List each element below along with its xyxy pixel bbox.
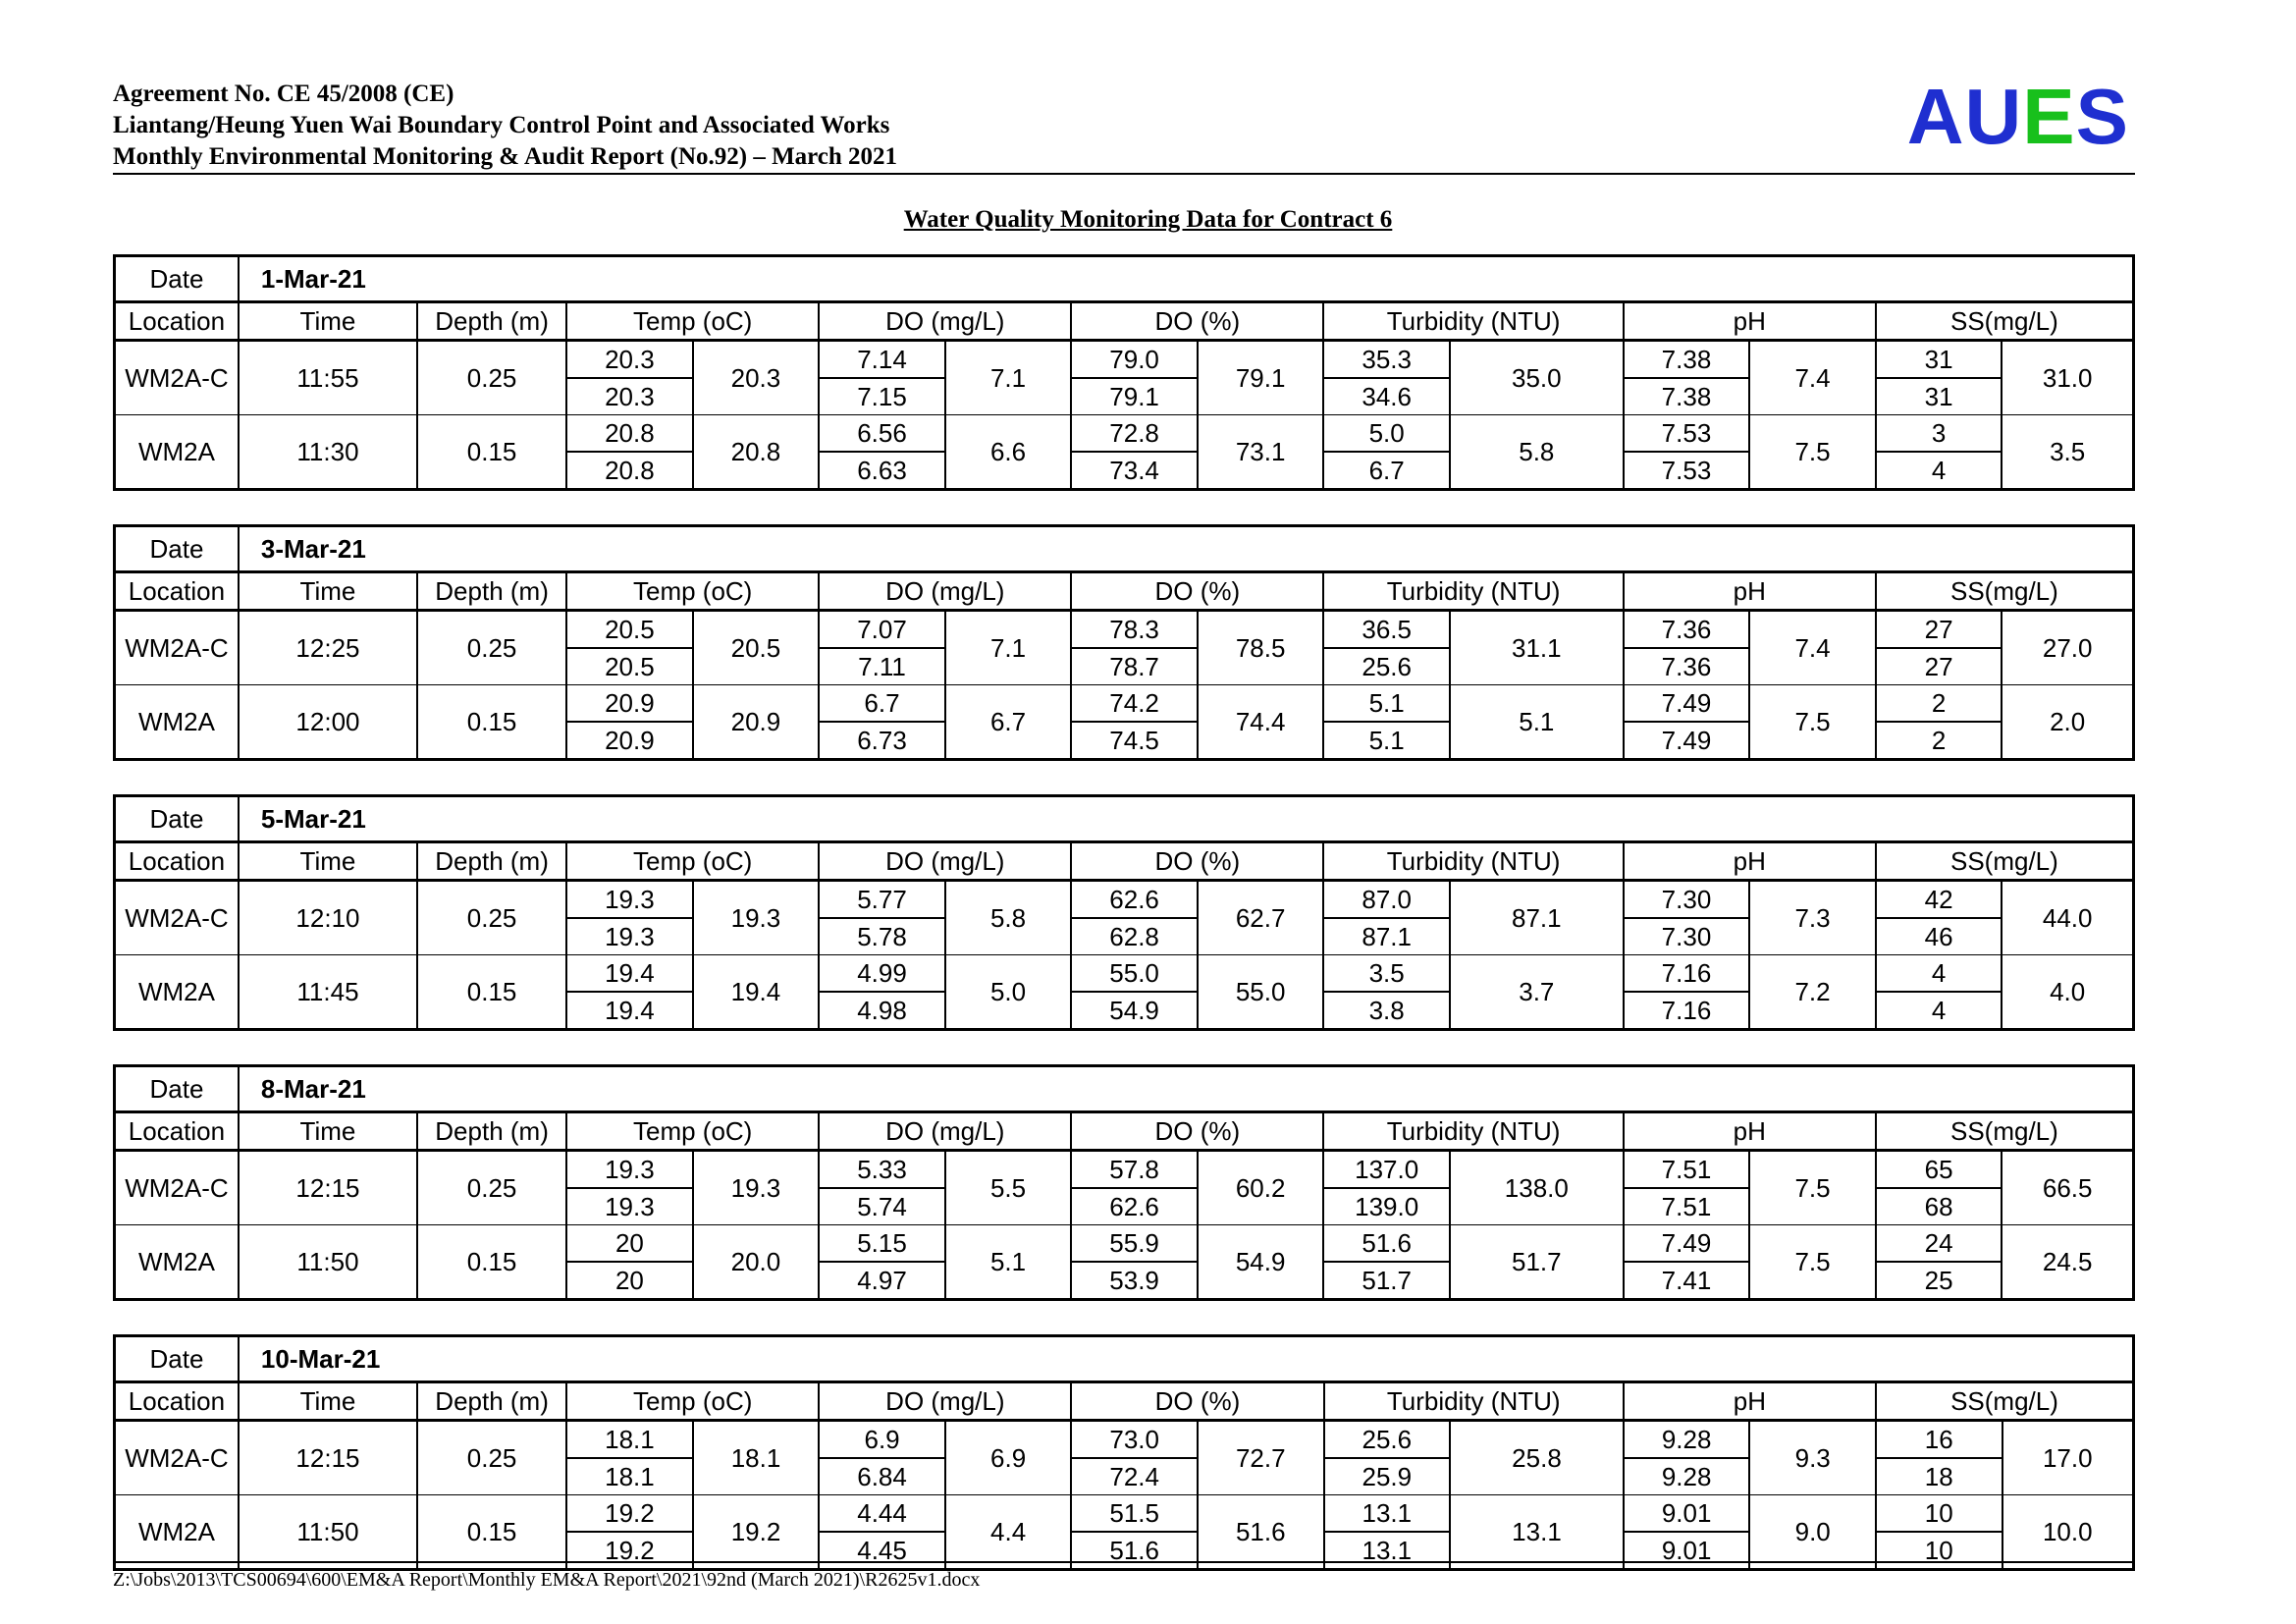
- do-mgl-reading-1: 4.99: [819, 955, 945, 993]
- ss-average: 10.0: [2002, 1495, 2134, 1570]
- do-mgl-header: DO (mg/L): [819, 572, 1071, 611]
- temp-reading-1: 20.3: [566, 341, 693, 379]
- ph-header: pH: [1624, 1382, 1876, 1421]
- ss-reading-2: 31: [1876, 378, 2002, 415]
- do-mgl-average: 4.4: [945, 1495, 1072, 1570]
- do-pct-reading-1: 79.0: [1071, 341, 1198, 379]
- ph-reading-2: 9.01: [1624, 1532, 1750, 1570]
- ss-header: SS(mg/L): [1876, 572, 2134, 611]
- turbidity-reading-1: 25.6: [1324, 1421, 1451, 1459]
- page-footer: [113, 1561, 2135, 1592]
- location-cell: WM2A: [115, 1495, 239, 1570]
- turbidity-header: Turbidity (NTU): [1324, 1382, 1624, 1421]
- ss-reading-2: 46: [1876, 918, 2002, 955]
- temp-average: 20.5: [693, 611, 820, 685]
- do-mgl-reading-1: 5.77: [819, 881, 945, 919]
- turbidity-reading-1: 36.5: [1323, 611, 1450, 649]
- ss-average: 17.0: [2002, 1421, 2134, 1495]
- turbidity-reading-2: 13.1: [1324, 1532, 1451, 1570]
- ss-reading-2: 4: [1876, 452, 2002, 490]
- date-label: Date: [115, 256, 239, 302]
- aues-logo: [1907, 73, 2129, 161]
- ph-header: pH: [1624, 302, 1876, 341]
- do-pct-reading-1: 74.2: [1071, 685, 1198, 723]
- do-pct-header: DO (%): [1071, 302, 1323, 341]
- do-mgl-average: 5.8: [945, 881, 1072, 955]
- temp-reading-2: 20.9: [566, 722, 693, 760]
- date-value: 3-Mar-21: [239, 526, 2134, 572]
- location-cell: WM2A-C: [115, 881, 239, 955]
- do-pct-average: 72.7: [1198, 1421, 1324, 1495]
- temp-reading-1: 18.1: [566, 1421, 693, 1459]
- ph-reading-1: 7.51: [1624, 1151, 1750, 1189]
- do-pct-average: 79.1: [1198, 341, 1324, 415]
- location-header: Location: [115, 302, 239, 341]
- turbidity-average: 138.0: [1450, 1151, 1624, 1225]
- daily-data-table: [113, 254, 2135, 491]
- daily-data-table: [113, 794, 2135, 1031]
- do-pct-header: DO (%): [1071, 1382, 1323, 1421]
- location-cell: WM2A: [115, 955, 239, 1030]
- do-mgl-reading-2: 5.78: [819, 918, 945, 955]
- do-pct-reading-2: 73.4: [1071, 452, 1198, 490]
- do-mgl-header: DO (mg/L): [819, 1382, 1071, 1421]
- temp-header: Temp (oC): [566, 572, 819, 611]
- ph-average: 7.5: [1749, 1225, 1876, 1300]
- do-pct-reading-2: 51.6: [1071, 1532, 1198, 1570]
- temp-reading-2: 20: [566, 1262, 693, 1300]
- temp-average: 18.1: [693, 1421, 820, 1495]
- temp-reading-2: 19.3: [566, 1188, 693, 1225]
- temp-reading-2: 18.1: [566, 1458, 693, 1495]
- temp-reading-2: 20.8: [566, 452, 693, 490]
- turbidity-header: Turbidity (NTU): [1323, 572, 1623, 611]
- ph-average: 9.0: [1749, 1495, 1876, 1570]
- table-row: [115, 881, 2134, 919]
- ph-average: 7.3: [1749, 881, 1876, 955]
- do-pct-reading-2: 62.6: [1071, 1188, 1198, 1225]
- do-mgl-reading-1: 7.07: [819, 611, 945, 649]
- do-pct-reading-1: 51.5: [1071, 1495, 1198, 1533]
- turbidity-reading-2: 3.8: [1323, 992, 1450, 1030]
- header-divider: [113, 173, 2135, 175]
- turbidity-average: 5.8: [1450, 415, 1624, 490]
- turbidity-reading-2: 139.0: [1323, 1188, 1450, 1225]
- ph-average: 7.2: [1749, 955, 1876, 1030]
- date-label: Date: [115, 1066, 239, 1112]
- turbidity-average: 51.7: [1450, 1225, 1624, 1300]
- do-pct-average: 51.6: [1198, 1495, 1324, 1570]
- ph-average: 7.4: [1749, 611, 1876, 685]
- temp-average: 20.3: [693, 341, 820, 415]
- location-cell: WM2A-C: [115, 341, 239, 415]
- depth-header: Depth (m): [417, 302, 566, 341]
- do-mgl-reading-2: 6.63: [819, 452, 945, 490]
- ph-average: 9.3: [1749, 1421, 1876, 1495]
- ss-reading-2: 10: [1876, 1532, 2002, 1570]
- do-pct-header: DO (%): [1071, 572, 1323, 611]
- do-mgl-reading-2: 6.84: [819, 1458, 945, 1495]
- do-mgl-reading-1: 5.15: [819, 1225, 945, 1263]
- depth-header: Depth (m): [417, 1382, 566, 1421]
- location-header: Location: [115, 572, 239, 611]
- do-mgl-reading-1: 6.7: [819, 685, 945, 723]
- ss-average: 44.0: [2002, 881, 2133, 955]
- turbidity-reading-1: 35.3: [1323, 341, 1450, 379]
- location-header: Location: [115, 1112, 239, 1151]
- location-cell: WM2A-C: [115, 611, 239, 685]
- ph-reading-2: 7.30: [1624, 918, 1750, 955]
- ph-reading-1: 7.49: [1624, 1225, 1750, 1263]
- ss-reading-1: 2: [1876, 685, 2002, 723]
- depth-cell: 0.25: [417, 341, 566, 415]
- logo-letter: U: [1964, 73, 2023, 160]
- ss-average: 27.0: [2002, 611, 2133, 685]
- ph-reading-2: 7.49: [1624, 722, 1750, 760]
- ph-header: pH: [1624, 842, 1876, 881]
- location-header: Location: [115, 842, 239, 881]
- turbidity-reading-2: 6.7: [1323, 452, 1450, 490]
- turbidity-reading-1: 3.5: [1323, 955, 1450, 993]
- temp-reading-1: 20.9: [566, 685, 693, 723]
- ss-average: 2.0: [2002, 685, 2133, 760]
- ph-average: 7.5: [1749, 415, 1876, 490]
- do-pct-average: 55.0: [1198, 955, 1324, 1030]
- do-mgl-average: 6.6: [945, 415, 1072, 490]
- report-line: Monthly Environmental Monitoring & Audit Report (No.92) – March 2021: [113, 143, 898, 170]
- temp-header: Temp (oC): [566, 842, 819, 881]
- date-value: 10-Mar-21: [239, 1336, 2134, 1382]
- ph-average: 7.4: [1749, 341, 1876, 415]
- turbidity-reading-2: 25.6: [1323, 648, 1450, 685]
- do-mgl-average: 7.1: [945, 341, 1072, 415]
- ss-reading-1: 31: [1876, 341, 2002, 379]
- temp-header: Temp (oC): [566, 1382, 819, 1421]
- table-row: [115, 341, 2134, 379]
- do-mgl-average: 7.1: [945, 611, 1072, 685]
- temp-average: 19.4: [693, 955, 820, 1030]
- ss-reading-1: 4: [1876, 955, 2002, 993]
- date-label: Date: [115, 526, 239, 572]
- file-path: Z:\Jobs\2013\TCS00694\600\EM&A Report\Monthly EM&A Report\2021\92nd (March 2021)\R2625v1.docx: [113, 1569, 981, 1591]
- ph-average: 7.5: [1749, 685, 1876, 760]
- turbidity-average: 5.1: [1450, 685, 1624, 760]
- ss-average: 66.5: [2002, 1151, 2133, 1225]
- depth-cell: 0.15: [417, 415, 566, 490]
- depth-cell: 0.25: [417, 1151, 566, 1225]
- do-pct-reading-1: 55.0: [1071, 955, 1198, 993]
- ss-reading-1: 42: [1876, 881, 2002, 919]
- do-pct-reading-2: 79.1: [1071, 378, 1198, 415]
- temp-reading-2: 19.3: [566, 918, 693, 955]
- do-mgl-average: 5.1: [945, 1225, 1072, 1300]
- ph-average: 7.5: [1749, 1151, 1876, 1225]
- do-mgl-reading-1: 5.33: [819, 1151, 945, 1189]
- logo-letter: A: [1906, 73, 1965, 160]
- depth-cell: 0.15: [417, 1225, 566, 1300]
- time-cell: 11:30: [239, 415, 417, 490]
- do-mgl-header: DO (mg/L): [819, 302, 1071, 341]
- temp-reading-2: 20.5: [566, 648, 693, 685]
- do-mgl-header: DO (mg/L): [819, 1112, 1071, 1151]
- header-text: [113, 79, 2135, 173]
- do-mgl-reading-1: 6.56: [819, 415, 945, 453]
- do-pct-reading-1: 73.0: [1071, 1421, 1198, 1459]
- daily-data-table: [113, 1334, 2135, 1571]
- time-header: Time: [239, 572, 417, 611]
- time-cell: 11:45: [239, 955, 417, 1030]
- temp-header: Temp (oC): [566, 1112, 819, 1151]
- turbidity-reading-1: 51.6: [1323, 1225, 1450, 1263]
- ss-reading-1: 65: [1876, 1151, 2002, 1189]
- agreement-line: Agreement No. CE 45/2008 (CE): [113, 81, 454, 107]
- temp-reading-1: 19.4: [566, 955, 693, 993]
- turbidity-reading-2: 51.7: [1323, 1262, 1450, 1300]
- turbidity-average: 35.0: [1450, 341, 1624, 415]
- ss-reading-2: 27: [1876, 648, 2002, 685]
- do-mgl-reading-2: 7.15: [819, 378, 945, 415]
- temp-average: 19.2: [693, 1495, 820, 1570]
- daily-data-table: [113, 1064, 2135, 1301]
- ss-reading-1: 10: [1876, 1495, 2002, 1533]
- time-cell: 12:10: [239, 881, 417, 955]
- turbidity-reading-1: 5.1: [1323, 685, 1450, 723]
- table-row: [115, 611, 2134, 649]
- do-mgl-average: 6.7: [945, 685, 1072, 760]
- time-header: Time: [239, 842, 417, 881]
- ph-reading-1: 7.30: [1624, 881, 1750, 919]
- do-pct-average: 78.5: [1198, 611, 1324, 685]
- location-cell: WM2A: [115, 1225, 239, 1300]
- time-cell: 12:15: [239, 1151, 417, 1225]
- do-pct-reading-2: 53.9: [1071, 1262, 1198, 1300]
- turbidity-reading-2: 87.1: [1323, 918, 1450, 955]
- logo-letter: E: [2022, 73, 2076, 160]
- do-pct-reading-1: 72.8: [1071, 415, 1198, 453]
- table-row: [115, 1225, 2134, 1263]
- do-mgl-average: 5.5: [945, 1151, 1072, 1225]
- table-row: [115, 1495, 2134, 1533]
- logo-letter: S: [2075, 73, 2129, 160]
- depth-header: Depth (m): [417, 572, 566, 611]
- do-mgl-reading-2: 4.45: [819, 1532, 945, 1570]
- temp-reading-2: 19.4: [566, 992, 693, 1030]
- project-line: Liantang/Heung Yuen Wai Boundary Control Point and Associated Works: [113, 112, 890, 138]
- location-cell: WM2A: [115, 685, 239, 760]
- turbidity-reading-1: 137.0: [1323, 1151, 1450, 1189]
- depth-header: Depth (m): [417, 1112, 566, 1151]
- do-pct-reading-1: 55.9: [1071, 1225, 1198, 1263]
- footer-divider: [113, 1561, 2135, 1563]
- turbidity-reading-2: 5.1: [1323, 722, 1450, 760]
- turbidity-reading-1: 5.0: [1323, 415, 1450, 453]
- temp-average: 20.8: [693, 415, 820, 490]
- date-value: 8-Mar-21: [239, 1066, 2134, 1112]
- ss-reading-2: 25: [1876, 1262, 2002, 1300]
- do-mgl-average: 5.0: [945, 955, 1072, 1030]
- time-header: Time: [239, 1112, 417, 1151]
- ph-reading-2: 7.16: [1624, 992, 1750, 1030]
- table-row: [115, 955, 2134, 993]
- document-title: Water Quality Monitoring Data for Contract 6: [903, 206, 1393, 233]
- temp-reading-1: 19.2: [566, 1495, 693, 1533]
- ph-reading-1: 7.36: [1624, 611, 1750, 649]
- ss-reading-2: 2: [1876, 722, 2002, 760]
- do-pct-header: DO (%): [1071, 842, 1323, 881]
- location-header: Location: [115, 1382, 239, 1421]
- ss-average: 4.0: [2002, 955, 2133, 1030]
- do-pct-reading-2: 74.5: [1071, 722, 1198, 760]
- turbidity-reading-2: 25.9: [1324, 1458, 1451, 1495]
- ss-reading-2: 4: [1876, 992, 2002, 1030]
- time-cell: 12:00: [239, 685, 417, 760]
- turbidity-header: Turbidity (NTU): [1323, 302, 1623, 341]
- depth-cell: 0.15: [417, 1495, 566, 1570]
- do-mgl-reading-1: 6.9: [819, 1421, 945, 1459]
- ph-header: pH: [1624, 572, 1876, 611]
- time-cell: 12:15: [239, 1421, 417, 1495]
- turbidity-average: 87.1: [1450, 881, 1624, 955]
- time-cell: 11:50: [239, 1225, 417, 1300]
- turbidity-average: 31.1: [1450, 611, 1624, 685]
- do-pct-average: 73.1: [1198, 415, 1324, 490]
- turbidity-header: Turbidity (NTU): [1323, 842, 1623, 881]
- depth-header: Depth (m): [417, 842, 566, 881]
- depth-cell: 0.25: [417, 611, 566, 685]
- turbidity-reading-2: 34.6: [1323, 378, 1450, 415]
- temp-reading-1: 20: [566, 1225, 693, 1263]
- date-value: 5-Mar-21: [239, 796, 2134, 842]
- date-value: 1-Mar-21: [239, 256, 2134, 302]
- do-mgl-reading-2: 4.97: [819, 1262, 945, 1300]
- do-mgl-header: DO (mg/L): [819, 842, 1071, 881]
- table-row: [115, 1421, 2134, 1459]
- ss-header: SS(mg/L): [1876, 1382, 2134, 1421]
- ss-reading-1: 24: [1876, 1225, 2002, 1263]
- temp-reading-2: 20.3: [566, 378, 693, 415]
- do-pct-reading-2: 62.8: [1071, 918, 1198, 955]
- time-cell: 12:25: [239, 611, 417, 685]
- temp-reading-1: 20.5: [566, 611, 693, 649]
- ph-reading-1: 7.53: [1624, 415, 1750, 453]
- ph-reading-1: 7.16: [1624, 955, 1750, 993]
- location-cell: WM2A-C: [115, 1421, 239, 1495]
- do-pct-reading-1: 62.6: [1071, 881, 1198, 919]
- ss-average: 24.5: [2002, 1225, 2133, 1300]
- depth-cell: 0.15: [417, 955, 566, 1030]
- do-mgl-reading-1: 7.14: [819, 341, 945, 379]
- turbidity-average: 13.1: [1450, 1495, 1624, 1570]
- turbidity-average: 3.7: [1450, 955, 1624, 1030]
- table-row: [115, 685, 2134, 723]
- ph-reading-2: 7.41: [1624, 1262, 1750, 1300]
- time-cell: 11:50: [239, 1495, 417, 1570]
- ss-reading-2: 18: [1876, 1458, 2002, 1495]
- do-pct-reading-2: 78.7: [1071, 648, 1198, 685]
- depth-cell: 0.25: [417, 881, 566, 955]
- ss-reading-1: 3: [1876, 415, 2002, 453]
- date-label: Date: [115, 1336, 239, 1382]
- report-header: [113, 73, 2135, 173]
- ss-header: SS(mg/L): [1876, 1112, 2134, 1151]
- ss-reading-2: 68: [1876, 1188, 2002, 1225]
- temp-average: 19.3: [693, 881, 820, 955]
- do-mgl-reading-2: 5.74: [819, 1188, 945, 1225]
- temp-average: 20.0: [693, 1225, 820, 1300]
- do-pct-average: 60.2: [1198, 1151, 1324, 1225]
- ss-reading-1: 16: [1876, 1421, 2002, 1459]
- location-cell: WM2A: [115, 415, 239, 490]
- ph-reading-2: 9.28: [1624, 1458, 1750, 1495]
- turbidity-reading-1: 13.1: [1324, 1495, 1451, 1533]
- table-row: [115, 415, 2134, 453]
- ph-reading-2: 7.36: [1624, 648, 1750, 685]
- do-pct-reading-1: 78.3: [1071, 611, 1198, 649]
- ph-reading-2: 7.38: [1624, 378, 1750, 415]
- ss-average: 3.5: [2002, 415, 2133, 490]
- ph-reading-2: 7.53: [1624, 452, 1750, 490]
- do-mgl-average: 6.9: [945, 1421, 1072, 1495]
- ss-header: SS(mg/L): [1876, 302, 2134, 341]
- temp-average: 19.3: [693, 1151, 820, 1225]
- ss-reading-1: 27: [1876, 611, 2002, 649]
- time-header: Time: [239, 1382, 417, 1421]
- temp-reading-1: 19.3: [566, 1151, 693, 1189]
- temp-average: 20.9: [693, 685, 820, 760]
- do-pct-average: 62.7: [1198, 881, 1324, 955]
- ss-header: SS(mg/L): [1876, 842, 2134, 881]
- do-mgl-reading-2: 7.11: [819, 648, 945, 685]
- table-row: [115, 1151, 2134, 1189]
- turbidity-average: 25.8: [1450, 1421, 1624, 1495]
- do-mgl-reading-2: 4.98: [819, 992, 945, 1030]
- do-mgl-reading-1: 4.44: [819, 1495, 945, 1533]
- do-pct-reading-2: 54.9: [1071, 992, 1198, 1030]
- monitoring-tables: [113, 254, 2135, 1604]
- do-pct-average: 74.4: [1198, 685, 1324, 760]
- ph-reading-1: 7.49: [1624, 685, 1750, 723]
- do-mgl-reading-2: 6.73: [819, 722, 945, 760]
- do-pct-reading-2: 72.4: [1071, 1458, 1198, 1495]
- ph-reading-1: 7.38: [1624, 341, 1750, 379]
- do-pct-average: 54.9: [1198, 1225, 1324, 1300]
- ph-header: pH: [1624, 1112, 1876, 1151]
- temp-reading-1: 20.8: [566, 415, 693, 453]
- temp-header: Temp (oC): [566, 302, 819, 341]
- turbidity-header: Turbidity (NTU): [1323, 1112, 1623, 1151]
- time-header: Time: [239, 302, 417, 341]
- depth-cell: 0.15: [417, 685, 566, 760]
- ph-reading-2: 7.51: [1624, 1188, 1750, 1225]
- do-pct-reading-1: 57.8: [1071, 1151, 1198, 1189]
- location-cell: WM2A-C: [115, 1151, 239, 1225]
- daily-data-table: [113, 524, 2135, 761]
- ph-reading-1: 9.01: [1624, 1495, 1750, 1533]
- temp-reading-2: 19.2: [566, 1532, 693, 1570]
- depth-cell: 0.25: [417, 1421, 566, 1495]
- ph-reading-1: 9.28: [1624, 1421, 1750, 1459]
- temp-reading-1: 19.3: [566, 881, 693, 919]
- time-cell: 11:55: [239, 341, 417, 415]
- ss-average: 31.0: [2002, 341, 2133, 415]
- date-label: Date: [115, 796, 239, 842]
- do-pct-header: DO (%): [1071, 1112, 1323, 1151]
- turbidity-reading-1: 87.0: [1323, 881, 1450, 919]
